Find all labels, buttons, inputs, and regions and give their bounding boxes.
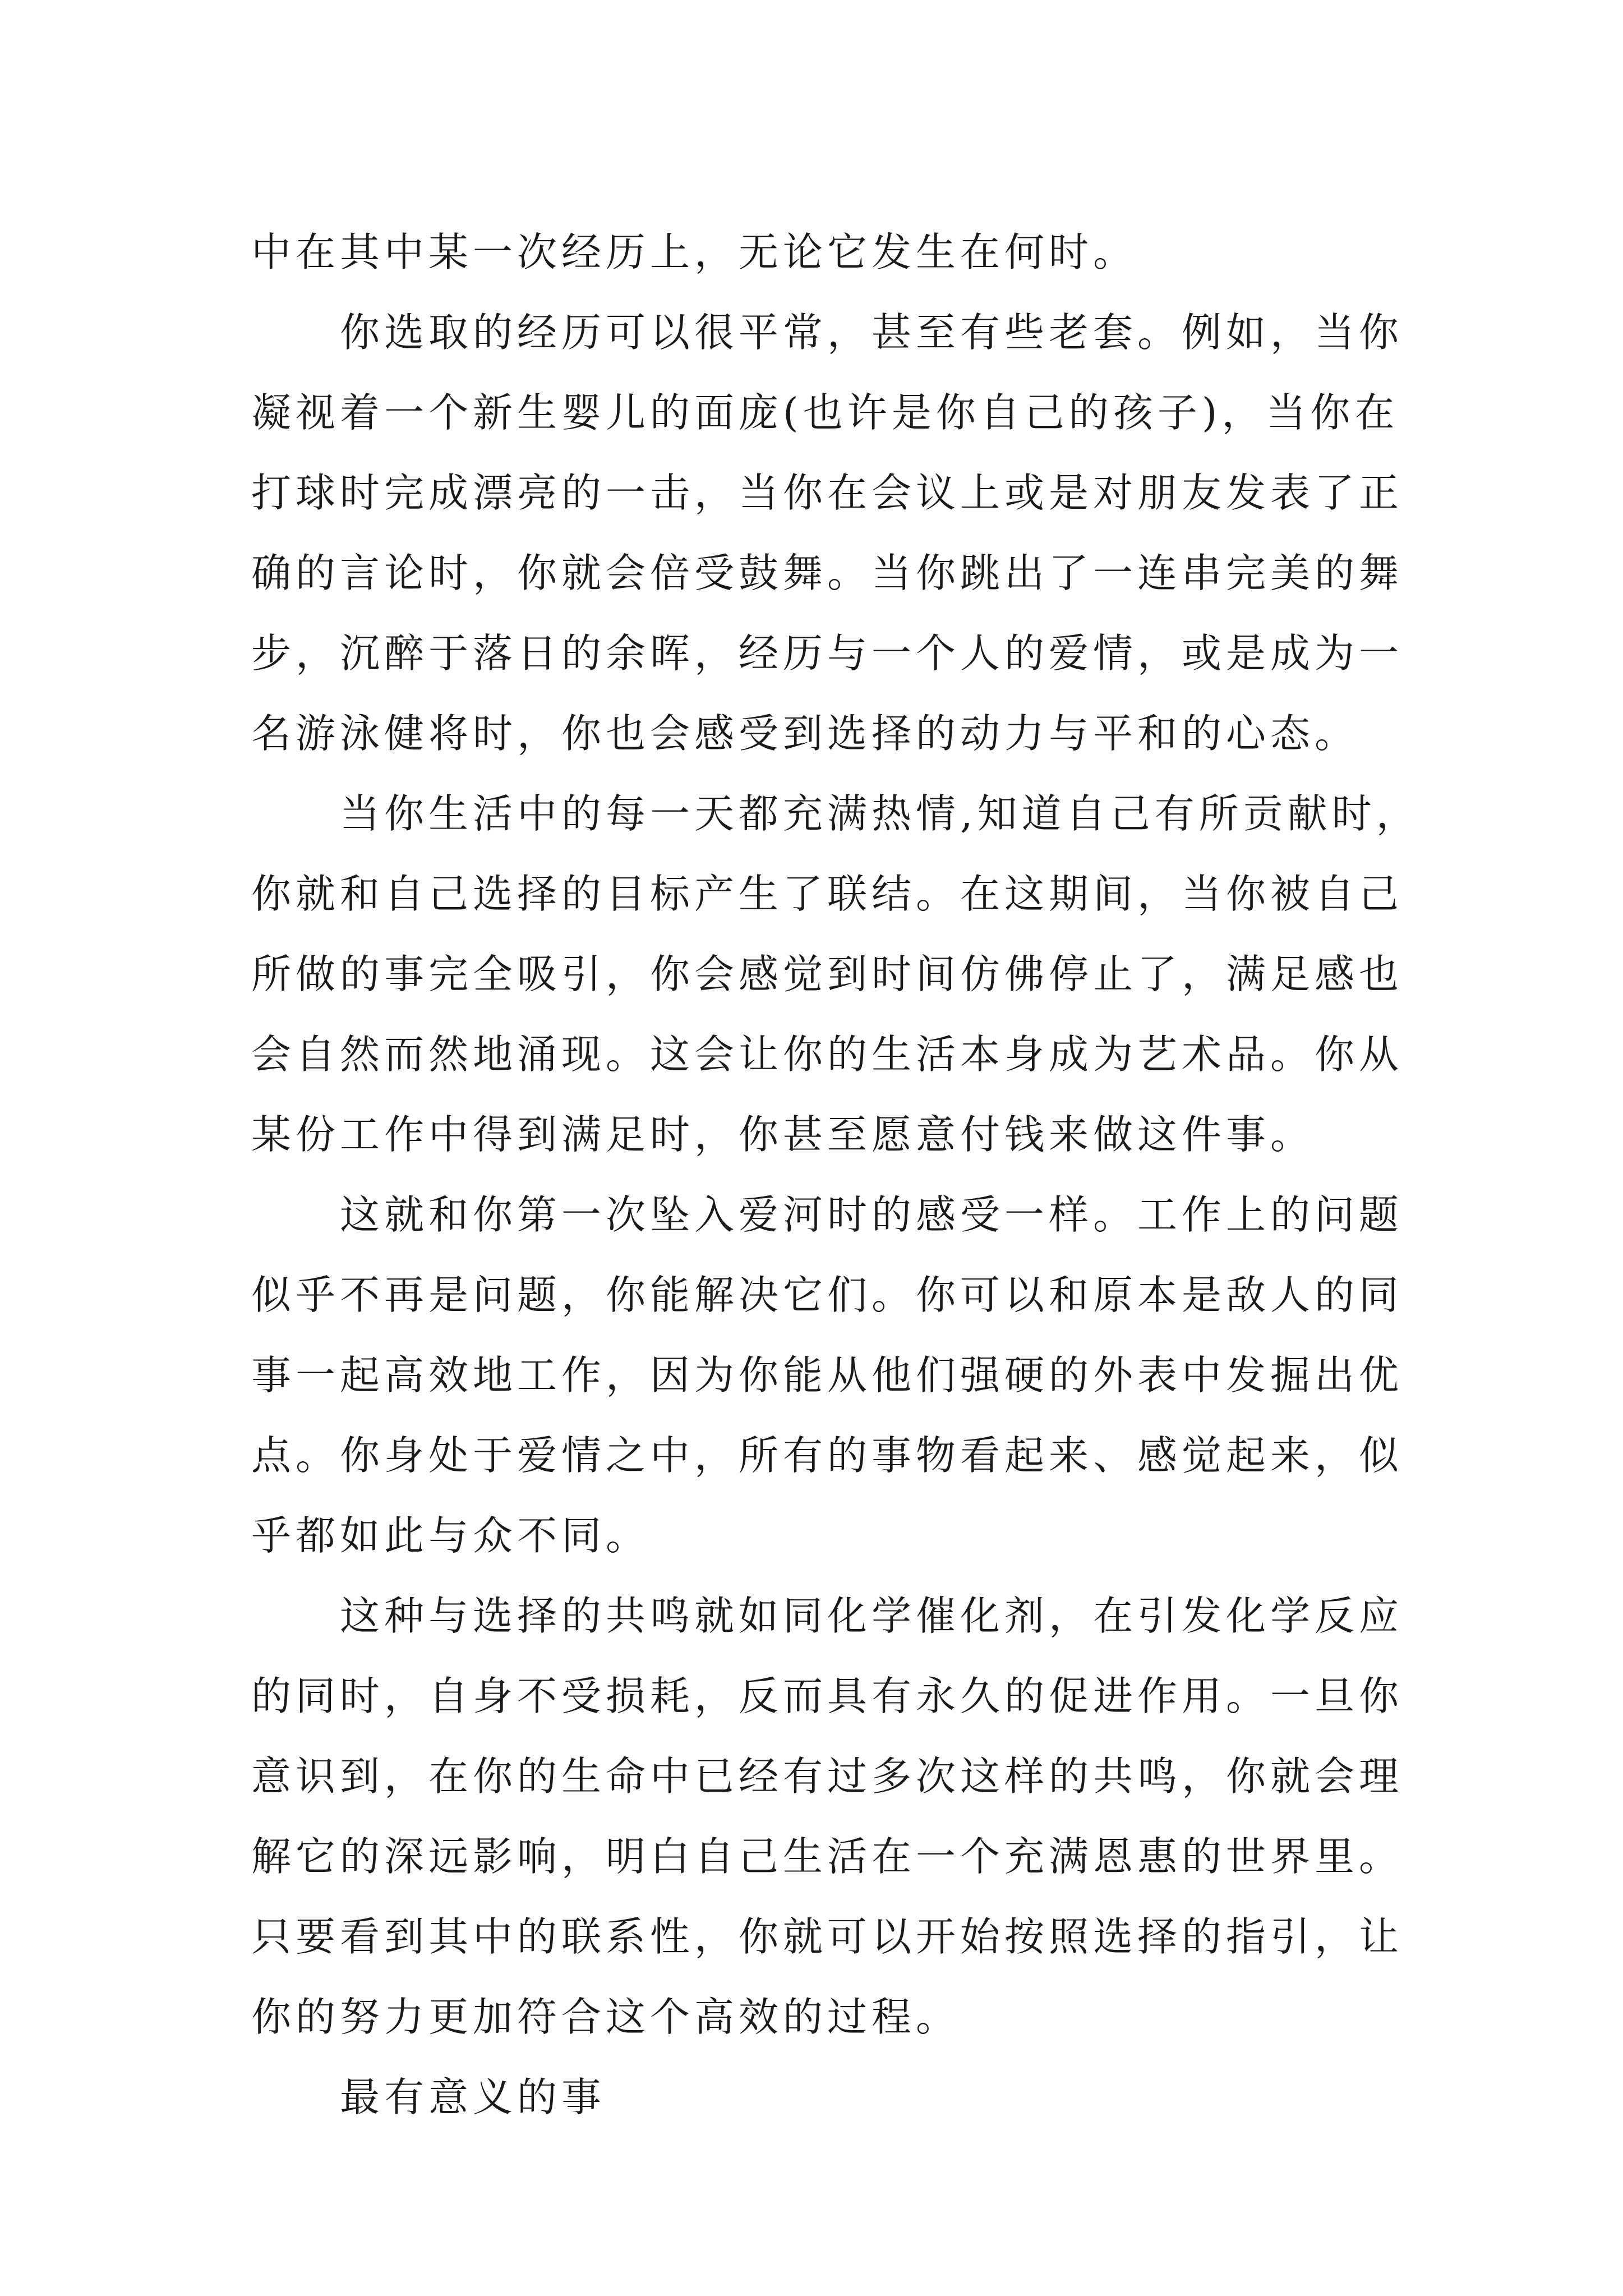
text-line: 你就和自己选择的目标产生了联结。在这期间，当你被自己 xyxy=(251,871,1404,917)
text-line: 名游泳健将时，你也会感受到选择的动力与平和的心态。 xyxy=(251,710,1359,757)
text-line: 的同时，自身不受损耗，反而具有永久的促进作用。一旦你 xyxy=(251,1673,1404,1719)
text-line: 解它的深远影响，明白自己生活在一个充满恩惠的世界里。 xyxy=(251,1833,1404,1880)
text-line: 你选取的经历可以很平常，甚至有些老套。例如，当你 xyxy=(251,309,1404,356)
text-line: 你的努力更加符合这个高效的过程。 xyxy=(251,1994,961,2040)
body-text xyxy=(251,212,1421,2137)
text-line: 步，沉醉于落日的余晖，经历与一个人的爱情，或是成为一 xyxy=(251,630,1404,677)
text-line: 中在其中某一次经历上，无论它发生在何时。 xyxy=(251,229,1138,275)
text-line: 似乎不再是问题，你能解决它们。你可以和原本是敌人的同 xyxy=(251,1272,1404,1318)
text-line: 这就和你第一次坠入爱河时的感受一样。工作上的问题 xyxy=(251,1191,1404,1238)
text-line: 事一起高效地工作，因为你能从他们强硬的外表中发掘出优 xyxy=(251,1352,1404,1398)
text-line: 某份工作中得到满足时，你甚至愿意付钱来做这件事。 xyxy=(251,1111,1315,1158)
text-line: 点。你身处于爱情之中，所有的事物看起来、感觉起来，似 xyxy=(251,1432,1404,1479)
text-line: 只要看到其中的联系性，你就可以开始按照选择的指引，让 xyxy=(251,1913,1404,1960)
text-line: 这种与选择的共鸣就如同化学催化剂，在引发化学反应 xyxy=(251,1593,1404,1639)
text-line: 打球时完成漂亮的一击，当你在会议上或是对朋友发表了正 xyxy=(251,470,1404,516)
text-line: 会自然而然地涌现。这会让你的生活本身成为艺术品。你从 xyxy=(251,1031,1404,1078)
text-line: 当你生活中的每一天都充满热情,知道自己有所贡献时， xyxy=(251,790,1421,837)
text-line: 凝视着一个新生婴儿的面庞(也许是你自己的孩子)，当你在 xyxy=(251,389,1399,436)
text-line: 确的言论时，你就会倍受鼓舞。当你跳出了一连串完美的舞 xyxy=(251,550,1404,596)
text-line: 意识到，在你的生命中已经有过多次这样的共鸣，你就会理 xyxy=(251,1753,1404,1800)
text-line: 最有意义的事 xyxy=(251,2074,606,2120)
text-line: 乎都如此与众不同。 xyxy=(251,1512,651,1559)
text-line: 所做的事完全吸引，你会感觉到时间仿佛停止了，满足感也 xyxy=(251,951,1404,997)
